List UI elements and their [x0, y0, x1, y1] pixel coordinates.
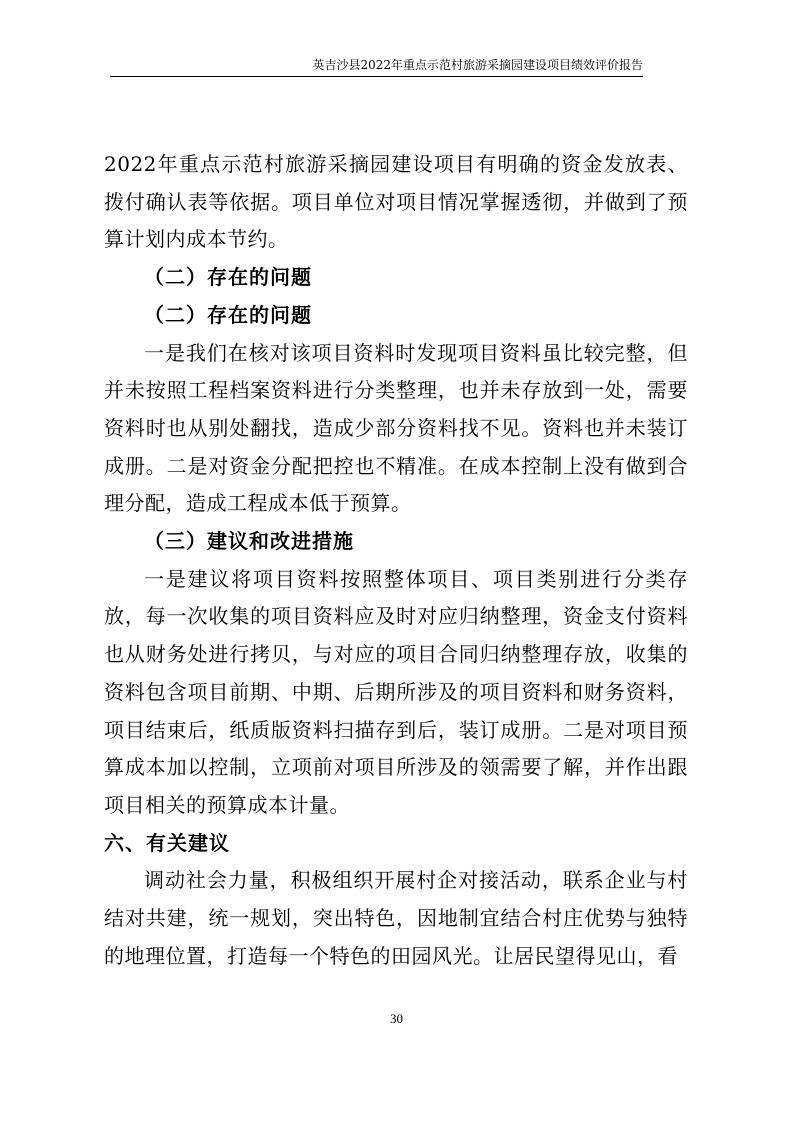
- problems-paragraph: 一是我们在核对该项目资料时发现项目资料虽比较完整，但并未按照工程档案资料进行分类整理，也并未存放到一处，需要资料时也从别处翻找，造成少部分资料找不见。资料也并未装订成册。二是对资金分配把控也不精准。在成本控制上没有做到合理分配，造成工程成本低于预算。: [104, 340, 688, 516]
- subhead-problems: （二）存在的问题: [144, 265, 312, 290]
- section-6-title: 六、有关建议: [104, 830, 230, 855]
- section-6-paragraph: 调动社会力量，积极组织开展村企对接活动，联系企业与村结对共建，统一规划，突出特色，因地制宜结合村庄优势与独特的地理位置，打造每一个特色的田园风光。让居民望得见山，看: [104, 868, 688, 968]
- running-header: 英吉沙县2022年重点示范村旅游采摘园建设项目绩效评价报告: [110, 56, 643, 77]
- page-number: 30: [390, 1011, 403, 1026]
- page-body: [104, 146, 688, 975]
- subhead-suggestions: （三）建议和改进措施: [144, 529, 354, 554]
- intro-paragraph: 2022年重点示范村旅游采摘园建设项目有明确的资金发放表、拨付确认表等依据。项目单位对项目情况掌握透彻，并做到了预算计划内成本节约。: [104, 152, 688, 252]
- subhead-problems-duplicate: （二）存在的问题: [144, 302, 312, 327]
- suggestions-paragraph: 一是建议将项目资料按照整体项目、项目类别进行分类存放，每一次收集的项目资料应及时对应归纳整理，资金支付资料也从财务处进行拷贝，与对应的项目合同归纳整理存放，收集的资料包含项目前期、中期、后期所涉及的项目资料和财务资料，项目结束后，纸质版资料扫描存到后，装订成册。二是对项目预算成本加以控制，立项前对项目所涉及的领需要了解，并作出跟项目相关的预算成本计量。: [104, 566, 688, 817]
